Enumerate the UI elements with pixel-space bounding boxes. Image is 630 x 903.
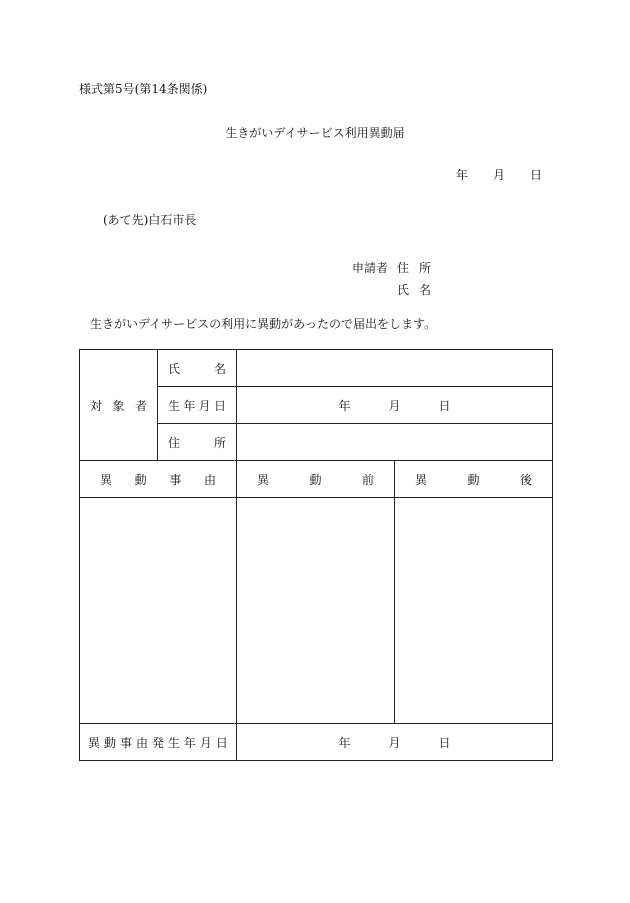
applicant-address-label: 住 所: [397, 260, 431, 275]
change-reason-header: 異 動 事 由: [80, 461, 237, 498]
name-label-cell: 氏 名: [158, 350, 237, 387]
statement-text: 生きがいデイサービスの利用に異動があったので届出をします。: [90, 317, 437, 331]
date-month-label: 月: [492, 168, 505, 182]
addressee: (あて先)白石市長: [103, 213, 197, 227]
applicant-block: [352, 256, 431, 300]
document-title: 生きがいデイサービス利用異動届: [225, 126, 405, 140]
before-change-header: 異 動 前: [237, 461, 395, 498]
occurrence-date-label-cell: 異 動 事 由 発 生 年 月 日: [80, 724, 237, 761]
occurrence-day-label: 日: [438, 735, 451, 750]
birth-day-label: 日: [438, 398, 451, 413]
applicant-name-label: 氏 名: [397, 282, 431, 297]
form-number: 様式第5号(第14条関係): [79, 82, 208, 96]
address-field[interactable]: [237, 424, 553, 461]
address-label-cell: 住 所: [158, 424, 237, 461]
submission-date: [456, 166, 542, 183]
subject-label-cell: 対 象 者: [80, 350, 158, 461]
form-table: [79, 349, 553, 761]
birthdate-field[interactable]: [237, 387, 553, 424]
change-reason-field[interactable]: [80, 498, 237, 724]
after-change-header: 異 動 後: [395, 461, 553, 498]
occurrence-date-field[interactable]: [237, 724, 553, 761]
birth-year-label: 年: [338, 398, 351, 413]
before-change-field[interactable]: [237, 498, 395, 724]
date-day-label: 日: [529, 168, 542, 182]
date-year-label: 年: [456, 168, 469, 182]
applicant-label: 申請者: [352, 260, 389, 275]
after-change-field[interactable]: [395, 498, 553, 724]
occurrence-month-label: 月: [388, 735, 401, 750]
occurrence-year-label: 年: [338, 735, 351, 750]
name-field[interactable]: [237, 350, 553, 387]
birthdate-label-cell: 生 年 月 日: [158, 387, 237, 424]
birth-month-label: 月: [388, 398, 401, 413]
